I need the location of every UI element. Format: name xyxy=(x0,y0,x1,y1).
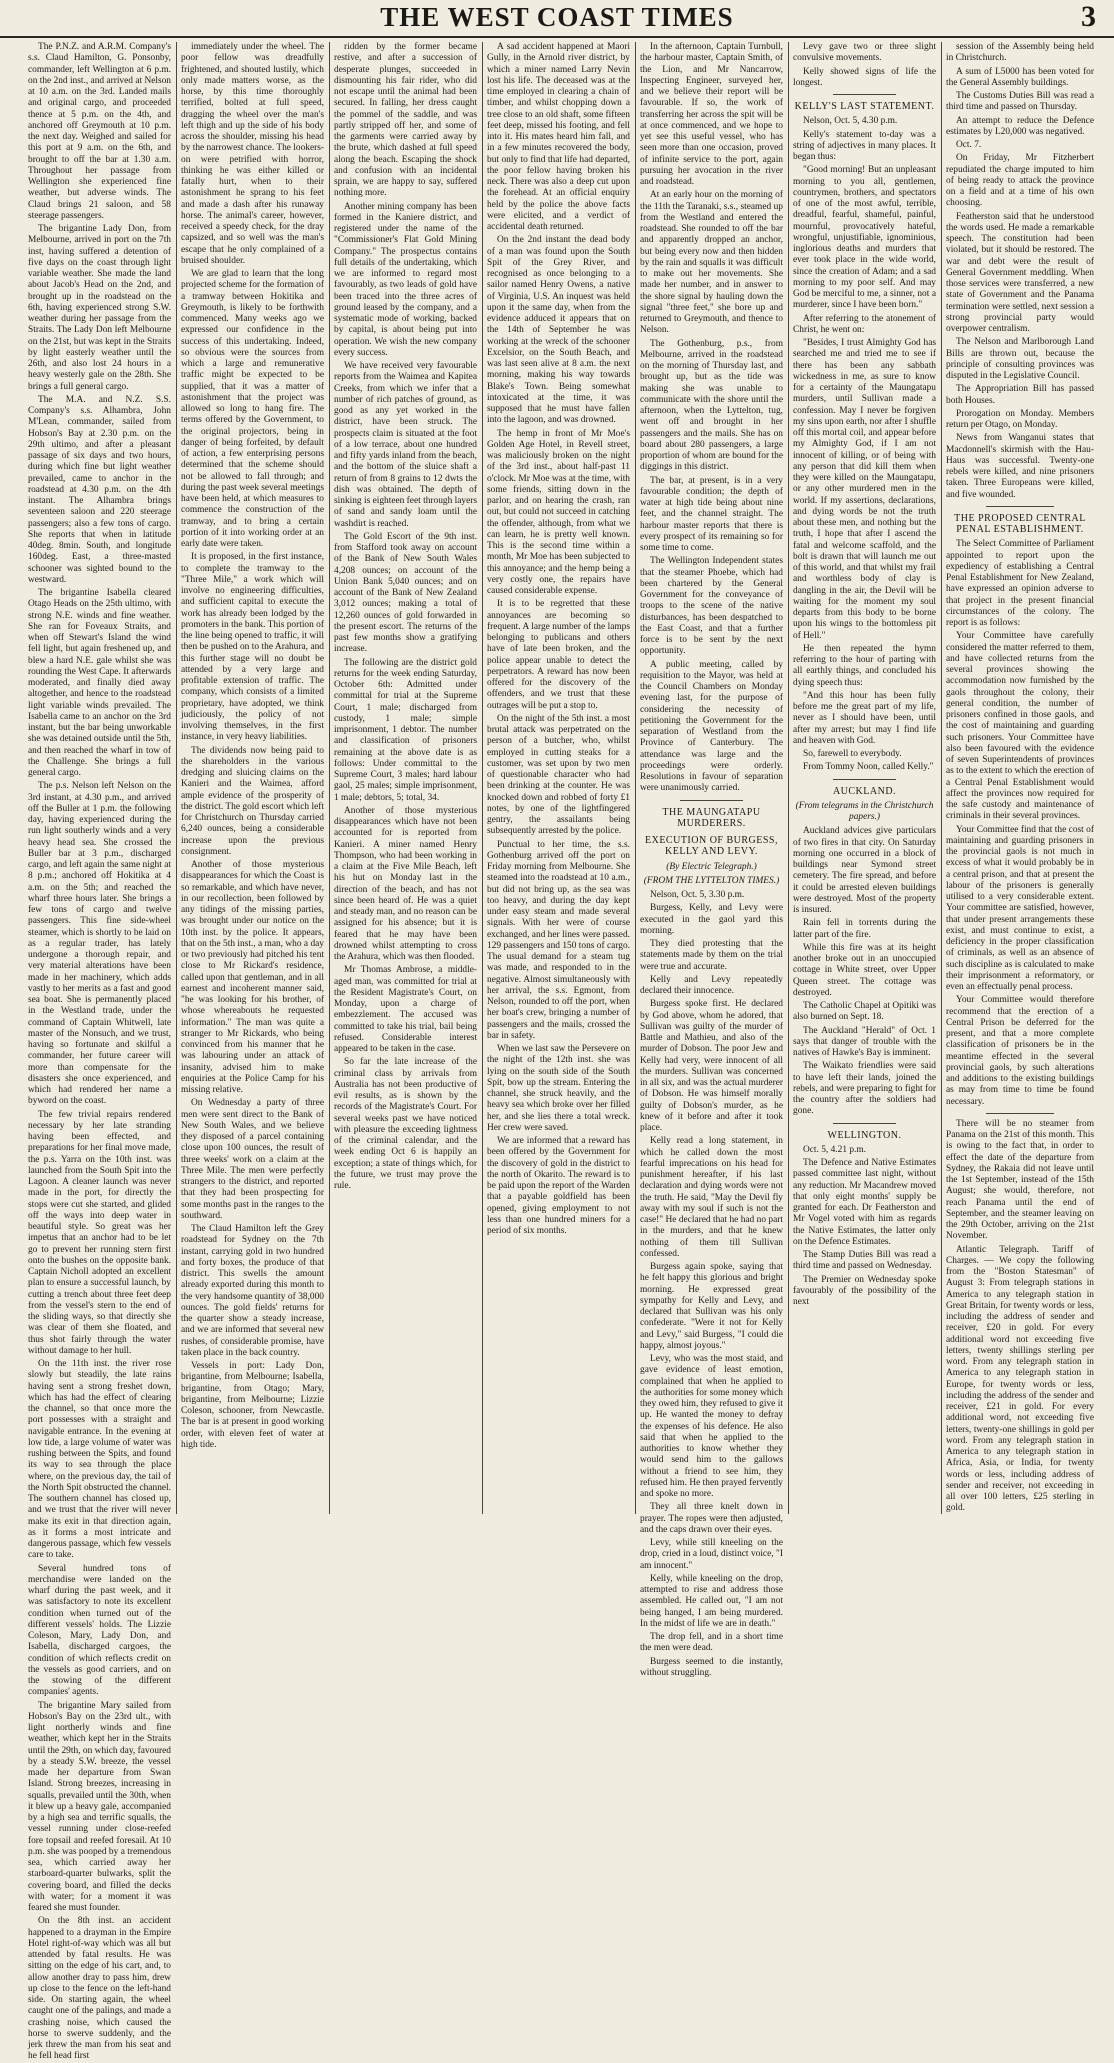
column-3 xyxy=(334,42,477,1514)
column-5 xyxy=(640,42,783,1678)
news-paragraph: Featherston said that he understood the words used. He made a remarkable speech. The constitution had been violated, but it should be restored. The war and debt were the result of General Government meddling. When those services were transferred, a new state of Government and the Panama termination were settled, next session a strong provincial party would overpower centralism. xyxy=(946,211,1094,334)
dateline: Nelson, Oct. 5, 4.30 p.m. xyxy=(803,116,898,127)
article-paragraph: The Select Committee of Parliament appointed to report upon the expediency of establishing a Central Penal Establishment for New Zealand, have expressed an opinion adverse to that project in the present financial circumstances of the colony. The report is as follows: xyxy=(946,539,1094,628)
section-byline: (By Electric Telegraph.) xyxy=(666,861,757,872)
column-rule xyxy=(482,42,483,1514)
news-paragraph: Vessels in port: Lady Don, brigantine, from Melbourne; Isabella, brigantine, from Otago; Mary, brigantine, from Melbourne; Lizzie Coleson, schooner, from Newcastle. The bar is at present in good working order, with eleven feet of water at high tide. xyxy=(181,1361,324,1450)
news-paragraph: On the night of the 5th inst. a most brutal attack was perpetrated on the person of a butcher, who, whilst employed in cutting steaks for a customer, was set upon by two men of questionable character who had been drinking at the counter. He was knocked down and robbed of forty £1 notes, by one of the lightfingered gentry, the assailants being subsequently arrested by the police. xyxy=(487,713,630,837)
section-heading: THE PROPOSED CENTRAL PENAL ESTABLISHMENT. xyxy=(954,512,1086,535)
column-4 xyxy=(487,42,630,1514)
news-paragraph: The brigantine Lady Don, from Melbourne, arrived in port on the 7th inst, having suffered a detention of five days on the coast through light variable weather. She made the land about Jacob's Head on the 2nd, and brought up in the roadstead on the 6th, having experienced strong S.W. weather during her passage from the Straits. The Lady Don left Melbourne on the 21st, but was kept in the Straits by light easterly weather until the 26th, and also lost 24 hours in a heavy westerly gale on the 28th. She brings a full general cargo. xyxy=(28,224,171,392)
news-paragraph: The brigantine Mary sailed from Hobson's Bay on the 23rd ult., with light northerly winds and fine weather, which kept her in the Straits until the 29th, on which day, favoured by a steady S.W. breeze, the vessel made her departure from Swan Island. Strong breezes, increasing in squalls, prevailed until the 30th, when it blew up a heavy gale, accompanied by a high sea and terrific squalls, the vessel running under close-reefed fore topsail and reefed foresail. At 10 p.m. she was pooped by a tremendous sea, which carried away her starboard-quarter bulwarks, split the covering board, and filled the decks with water; for a moment it was feared she must founder. xyxy=(28,1700,171,1913)
article-paragraph: "Good morning! But an unpleasant morning to you all, gentlemen, countrymen, brothers, and spectators of one of the most awful, terrible, dreadful, fearful, shameful, painful, mournful, provocatively hateful, wrongful, unjustifiable, ignominious, inglorious deaths and murders that ever took place in the wide world, since the creation of Adam; and a sad morning to my poor self. And may God be merciful to me, a sinner, not a murderer, since I have been born." xyxy=(793,165,936,311)
section-heading: THE MAUNGATAPU MURDERERS. xyxy=(662,806,761,829)
news-paragraph: A sum of L5000 has been voted for the General Assembly buildings. xyxy=(946,66,1094,88)
column-rule xyxy=(788,42,789,1514)
article-paragraph: They died protesting that the statements made by them on the trial were true and accurate. xyxy=(640,939,783,972)
column-rule xyxy=(176,42,177,1514)
article-paragraph: Burgess spoke first. He declared by God above, whom he adored, that Sullivan was guilty of the murder of Battle and Mathieu, and also of the murder of Dobson. The poor Jew and Kelly had very, were innocent of all the murders. Sullivan was concerned in all six, and was the actual murderer of Dobson. He was himself morally guilty of Dobson's murder, as he knew of it before and after it took place. xyxy=(640,999,783,1133)
section-subheading: EXECUTION OF BURGESS, KELLY AND LEVY. xyxy=(644,835,778,858)
news-paragraph: The Gothenburg, p.s., from Melbourne, arrived in the roadstead on the morning of Thursday last, and brought up, but as the tide was making she was unable to communicate with the shore until the afternoon, when the Lyttelton, tug, went off and brought in her passengers and the mails. She has on board about 280 passengers, a large proportion of whom are bound for the diggings in this district. xyxy=(640,338,783,473)
article-paragraph: Your Committee would therefore recommend that the erection of a Central Prison be deferred for the present, and that a more complete classification of prisoners be in the meantime effected in the several provincial gaols, by such alterations and additions to the existing buildings as may from time to time be found necessary. xyxy=(946,995,1094,1107)
article-paragraph: After referring to the atonement of Christ, he went on: xyxy=(793,313,936,335)
masthead xyxy=(0,0,1114,38)
news-paragraph: On the 2nd instant the dead body of a man was found upon the South Spit of the Grey River, and recognised as once belonging to a sailor named Henry Owens, a native of Virginia, U.S. An inquest was held upon it the same day, when from the evidence adduced it appears that on the 14th of September he was working at the wreck of the schooner Excelsior, on the South Beach, and was last seen alive at 8 a.m. the next morning, making his way towards Blake's Town. Being somewhat intoxicated at the time, it was supposed that he must have fallen into the lagoon, and was drowned. xyxy=(487,235,630,426)
news-paragraph: The hemp in front of Mr Moe's Golden Age Hotel, in Revell street, was maliciously broken on the night of the 3rd inst., about half-past 11 o'clock. Mr Moe was at the time, with some friends, sitting down in the parlor, and on hearing the crash, ran out, but could not succeed in catching the offender, although, from what we can learn, he is pretty well known. This is the second time within a month, Mr Moe has been subjected to this annoyance; and the hemp being a very costly one, the repairs have caused considerable expense. xyxy=(487,428,630,596)
column-7 xyxy=(946,42,1094,1514)
article-paragraph: "Besides, I trust Almighty God has searched me and tried me to see if there has been any sabbath wickedness in me, as sure to know for a certainty of the Maungatapu murders, until Sullivan made a confession. May I never be forgiven my sins upon earth, nor after I shuffle off this mortal coil, and appear before my Almighty God, if I am not innocent of killing, or of being with any person that did kill them when they were killed on the Maungatapu, or any other murdered men in the world. If my assertions, declarations, and dying words be not the truth about these men, and nothing but the truth, I hope that after I ascend the fatal and welcome scaffold, and the bolt is drawn that will launch me out of this world, and that whilst my frail and worthless body of clay is dangling in the air, the Devil will be waiting for the moment my soul departs from this body to be borne upon his wings to the bottomless pit of Hell." xyxy=(793,338,936,641)
section-heading: KELLY'S LAST STATEMENT. xyxy=(794,101,935,112)
newspaper-title: THE WEST COAST TIMES xyxy=(380,2,734,32)
article-paragraph: The Catholic Chapel at Opitiki was also burned on Sept. 18. xyxy=(793,1001,936,1023)
article-paragraph: The Defence and Native Estimates passed committee last night, without any reduction. Mr Macandrew moved that only eight months' supply be granted for each. Dr Featherston and Mr Vogel voted with him as regards the Native Estimates, the latter only on the Defence Estimates. xyxy=(793,1158,936,1247)
section-heading: WELLINGTON. xyxy=(827,1129,902,1141)
news-paragraph: Punctual to her time, the s.s. Gothenburg arrived off the port on Friday morning from Melbourne. She steamed into the roadstead at 10 a.m., but did not bring up, as the sea was too heavy, and during the day kept under easy steam and made several signals. With her were of course exchanged, and her lines were passed. 129 passengers and 150 tons of cargo. The usual demand for a steam tug was made, and responded to in the negative. Almost simultaneously with her arrival, the s.s. Egmont, from Nelson, rounded to off the port, when her boat's crew, bringing a number of passengers and the mails, crossed the bar in safety. xyxy=(487,839,630,1041)
news-paragraph: In the afternoon, Captain Turnbull, the harbour master, Captain Smith, of the Lion, and Mr Nancarrow, Inspecting Engineer, surveyed her, and we believe their report will be favourable. If so, the work of transferring her across the spit will be at once commenced, and we hope to yet see this useful vessel, who has seen more than one occasion, proved of infinite service to the port, again pursuing her avocation in the river and roadstead. xyxy=(640,42,783,187)
column-rule xyxy=(635,42,636,1514)
news-paragraph: The bar, at present, is in a very favourable condition; the depth of water at high tide being about nine feet, and the channel straight. The harbour master reports that there is every prospect of its remaining so for some time to come. xyxy=(640,475,783,553)
news-paragraph: Several hundred tons of merchandise were landed on the wharf during the past week, and it was satisfactory to note its excellent condition when turned out of the different vessels' holds. The Lizzie Coleson, Mary, Lady Don, and Isabella, discharged cargoes, the condition of which reflects credit on the vessels as good carriers, and on the stowing of the different companies' agents. xyxy=(28,1563,171,1698)
news-paragraph: At an early hour on the morning of the 11th the Taranaki, s.s., steamed up from the Westland and entered the roadstead. She rounded to off the bar and apparently dropped an anchor, but being every now and then hidden by the rain and squalls it was difficult to make out her movements. She made her number, and in answer to the shore signal by hauling down the signal "three feet," she bore up and returned to Greymouth, and thence to Nelson. xyxy=(640,190,783,336)
article-paragraph: The Stamp Duties Bill was read a third time and passed on Wednesday. xyxy=(793,1250,936,1272)
article-paragraph: Rain fell in torrents during the latter part of the fire. xyxy=(793,918,936,940)
news-paragraph: session of the Assembly being held in Christchurch. xyxy=(946,42,1094,64)
section-divider xyxy=(986,506,1054,507)
page-number: 3 xyxy=(1081,0,1096,33)
article-paragraph: Auckland advices give particulars of two fires in that city. On Saturday morning one occurred in a block of buildings near Symond street cemetery. The fire spread, and before it could be arrested eleven buildings were destroyed. Most of the property is insured. xyxy=(793,826,936,915)
news-paragraph: When we last saw the Persevere on the night of the 12th inst. she was lying on the south side of the South Spit, bow up the stream. Entering the channel, she struck heavily, and the heavy sea which broke over her filled her, and she lies there a total wreck. Her crew were saved. xyxy=(487,1044,630,1133)
article-paragraph: Burgess, Kelly, and Levy were executed in the gaol yard this morning. xyxy=(640,903,783,936)
news-paragraph: The Customs Duties Bill was read a third time and passed on Thursday. xyxy=(946,91,1094,113)
article-paragraph: The Waikato friendlies were said to have left their lands, joined the rebels, and were preparing to fight for the country after the soldiers had gone. xyxy=(793,1061,936,1117)
section-source: (FROM THE LYTTELTON TIMES.) xyxy=(643,875,780,886)
news-paragraph: We are informed that a reward has been offered by the Government for the discovery of gold in the district to the north of Okarito. The reward is to be paid upon the report of the Warden that a payable goldfield has been opened, giving employment to not less than one hundred miners for a period of six months. xyxy=(487,1136,630,1236)
news-paragraph: The Claud Hamilton left the Grey roadstead for Sydney on the 7th instant, carrying gold in two hundred and forty boxes, the produce of that district. This swells the amount already exported during this month to the very handsome quantity of 38,000 ounces. The gold fields' returns for the quarter show a steady increase, and we are informed that several new rushes, of considerable promise, have taken place in the back country. xyxy=(181,1224,324,1358)
news-paragraph: The Appropriation Bill has passed both Houses. xyxy=(946,384,1094,406)
columns xyxy=(28,42,1098,2062)
column-rule xyxy=(941,42,942,1514)
news-paragraph: So far the late increase of the criminal class by arrivals from Australia has not been productive of evil results, as is shown by the records of the Magistrate's Court. For several weeks past we have noticed with pleasure the exceeding lightness of the criminal calendar, and the week ending Oct 6 is happily an exception; a state of things which, for the future, we trust may prove the rule. xyxy=(334,1057,477,1191)
article-paragraph: "And this hour has been fully before me the great part of my life, never as I should have been, until after my arrest; but may I find life and heaven with God. xyxy=(793,690,936,746)
news-paragraph: The Wellington Independent states that the steamer Phoebe, which had been chartered by the General Government for the conveyance of troops to the scene of the native disturbances, has been despatched to the East Coast, and that a further force is to be sent by the next opportunity. xyxy=(640,556,783,657)
article-paragraph: From Tommy Noon, called Kelly." xyxy=(803,762,934,773)
notice-paragraph: There will be no steamer from Panama on the 21st of this month. This is owing to the fact that, in order to effect the date of the departure from Sydney, the Rakaia did not leave until the 1st September, instead of the 15th August; she would, therefore, not reach Panama until the end of September, and the steamer leaving on the 29th October, arriving on the 21st November. xyxy=(946,1118,1094,1242)
section-divider xyxy=(833,94,896,95)
section-divider xyxy=(986,1113,1054,1114)
news-paragraph: Another of those mysterious disappearances which have not been accounted for is reported from Kanieri. A miner named Henry Thompson, who had been working in a claim at the Five Mile Beach, left his hut on Monday last in the direction of the beach, and has not since been heard of. He was a quiet and steady man, and no reason can be assigned for his absence; but it is feared that he may have been drowned whilst attempting to cross the Arahura, which was then flooded. xyxy=(334,805,477,962)
news-paragraph: On the 11th inst. the river rose slowly but steadily, the late rains having sent a strong freshet down, which has had the effect of clearing the channel, so that once more the port possesses with a straight and navigable entrance. In the evening at low tide, a large volume of water was rushing between the Spits, and found its way to sea through the place where, on the previous day, the tail of the North Spit obstructed the channel. The southern channel has closed up, and we trust that the river will never make its exit in that direction again, as it forms a most intricate and dangerous passage, which few vessels care to take. xyxy=(28,1359,171,1561)
news-paragraph: Levy gave two or three slight convulsive movements. xyxy=(793,42,936,64)
article-paragraph: While this fire was at its height another broke out in an unoccupied cottage in White street, over Upper Queen street. The cottage was destroyed. xyxy=(793,942,936,998)
article-paragraph: Levy, who was the most staid, and gave evidence of least emotion, complained that when he applied to the authorities for some money which they owed him, they refused to give it up. He wanted the money to defray the expenses of his defence. He also said that when he applied to the authorities to know whether they would send him to the gallows without a friend to see him, they refused him. He then prayed fervently and spoke no more. xyxy=(640,1354,783,1499)
column-1 xyxy=(28,42,171,2062)
article-paragraph: Kelly's statement to-day was a string of adjectives in many places. It began thus: xyxy=(793,129,936,162)
column-2 xyxy=(181,42,324,1514)
news-paragraph: The Nelson and Marlborough Land Bills are thrown out, because the principle of consulting provinces was disputed in the Legislative Council. xyxy=(946,337,1094,381)
news-paragraph: The p.s. Nelson left Nelson on the 3rd instant, at 4.30 p.m., and arrived off the Buller at 1 p.m. the following day, having experienced during the run light southerly winds and a very heavy head sea. She crossed the Buller bar at 3 p.m., discharged cargo, and left again the same night at 8 p.m.; anchored off Hokitika at 4 a.m. on the 5th; and reached the wharf three hours later. She brings a few tons of cargo and twelve passengers. This fine side-wheel steamer, which is shortly to be laid on as a regular trader, has lately undergone a thorough repair, and very material alterations have been made in her machinery, which adds vastly to her merits as a fast and good sea boat. She is permanently placed in the Westland trade, under the command of Captain Whitwell, late master of the Nonsuch, and we trust, having so fortunate and skilful a commander, her future career will more than compensate for the disasters she once experienced, and which had rendered her name a byword on the coast. xyxy=(28,781,171,1107)
news-paragraph: Another mining company has been formed in the Kaniere district, and registered under the name of the "Commissioner's Flat Gold Mining Company." The prospectus contains full details of the undertaking, which we are informed to regard most favourably, as two leads of gold have been traced into the three acres of ground leased by the company, and a systematic mode of working, backed by capital, is about being put into operation. We wish the new company every success. xyxy=(334,201,477,358)
dateline: Nelson, Oct. 5, 3.30 p.m. xyxy=(650,890,745,900)
article-paragraph: Your Committee find that the cost of maintaining and guarding prisoners in the provincial gaols is not much in excess of what it would probably be in a central prison, and that at present the labour of the prisoners is generally utilised to a very considerable extent. Your committee are satisfied, however, that under present arrangements these exist, and must continue to exist, a deficiency in the proper classification of criminals, as well as an absence of such discipline as is calculated to make their imprisonment a reformatory, or even an effectually penal process. xyxy=(946,824,1094,992)
news-paragraph: Mr Thomas Ambrose, a middle-aged man, was committed for trial at the Resident Magistrate's Court, on Monday, upon a charge of embezzlement. The accused was committed to take his trial, bail being refused. Considerable interest appeared to be taken in the case. xyxy=(334,965,477,1054)
news-paragraph: The Gold Escort of the 9th inst. from Stafford took away on account of the Bank of New South Wales 4,208 ounces; on account of the Union Bank 5,040 ounces; and on account of the Bank of New Zealand 3,012 ounces; making a total of 12,260 ounces of gold forwarded in the present escort. The returns of the past few months show a gratifying increase. xyxy=(334,531,477,655)
news-paragraph: The brigantine Isabella cleared Otago Heads on the 25th ultimo, with strong N.E. winds and fine weather. She ran for Foveaux Straits, and when off Stewart's Island the wind fell light, but again freshened up, and blew a hard N.E. gale whilst she was rounding the West Cape. It afterwards moderated, and finally died away altogether, and hence to the roadstead light variable winds prevailed. The Isabella came to an anchor on the 3rd instant, but the bar being unworkable she was detained outside until the 5th, and then reached the wharf in tow of the Challenge. She brings a full general cargo. xyxy=(28,588,171,778)
article-paragraph: The Premier on Wednesday spoke favourably of the possibility of the next xyxy=(793,1274,936,1307)
section-divider xyxy=(833,1123,896,1124)
news-paragraph: We are glad to learn that the long projected scheme for the formation of a tramway between Hokitika and Greymouth, is likely to be forthwith commenced. Many weeks ago we expressed our confidence in the success of this undertaking. Indeed, so obvious were the sources from which a large and remunerative traffic might be expected to be supplied, that it was a matter of astonishment that the project was allowed so long to hang fire. The terms offered by the Government, to the original projectors, being in danger of being forfeited, by default of action, a few enterprising persons determined that the scheme should not be allowed to fall through; and during the past week several meetings have been held, at which measures to commence the construction of the tramway, and to bring a certain portion of it into working order at an early date were taken. xyxy=(181,269,324,549)
news-paragraph: News from Wanganui states that Macdonnell's skirmish with the Hau-Haus was successful. Twenty-one rebels were killed, and nine prisoners taken. Three Europeans were killed, and five wounded. xyxy=(946,433,1094,500)
article-paragraph: Kelly read a long statement, in which he called down the most fearful imprecations on his head for punishment hereafter, if his last declaration and dying words were not the truth. He said, "May the Devil fly away with my soul if such is not the case!" He declared that he had no part in the murders, and that he knew nothing of them till Sullivan confessed. xyxy=(640,1136,783,1259)
news-paragraph: The dividends now being paid to the shareholders in the various dredging and sluicing claims on the Kanieri and the Waimea, afford ample evidence of the prosperity of the district. The gold escort which left for Christchurch on Thursday carried 6,240 ounces, being a considerable increase upon the previous consignment. xyxy=(181,745,324,857)
notice-paragraph: Atlantic Telegraph. Tariff of Charges. — We copy the following from the "Boston Statesman" of August 3: From telegraph stations in America to any telegraph station in Great Britain, for twenty words or less, including the address of sender and receiver, £20 in gold. For every additional word not exceeding five letters, twenty shillings sterling per word. From any telegraph station in America to any telegraph station in Europe, for twenty words or less, including the address of the sender and receiver, £21 in gold. For every additional word, not exceeding five letters, twenty-one shillings in gold per word. From any telegraph station in America to any telegraph station in Africa, Asia, or India, for twenty words or less, including address of sender and receiver, not exceeding in all over 100 letters, £25 sterling in gold. xyxy=(946,1244,1094,1514)
news-paragraph: The few trivial repairs rendered necessary by her late stranding having been effected, and preparations for her final move made, the p.s. Yarra on the 10th inst. was launched from the South Spit into the Lagoon. A cleaner launch was never made in the port, for directly the stops were cut she started, and glided off the ways into deep water in beautiful style. So great was her impetus that an anchor had to be let go to prevent her running stern first onto the bushes on the opposite bank. Captain Nicholl adopted an excellent plan to ensure a successful launch, by cutting a trench about three feet deep from the vessel's stern to the end of the sliding ways, so that directly she was clear of them she floated, and thus shot fairly through the water without damage to her hull. xyxy=(28,1109,171,1356)
article-paragraph: They all three knelt down in prayer. The ropes were then adjusted, and the caps drawn over their eyes. xyxy=(640,1502,783,1535)
news-paragraph: immediately under the wheel. The poor fellow was dreadfully frightened, and shouted lustily, which only made matters worse, as the horse, by this time thoroughly terrified, bolted at full speed, dragging the wheel over the man's left thigh and up the side of his body across the shoulder, missing his head by the narrowest chance. The lookers-on were petrified with horror, thinking he was either killed or fatally hurt, when to their astonishment he sprang to his feet and made a dash after his runaway horse. The animal's career, however, received a speedy check, for the dray capsized, and so well was the man's escape that he only complained of a bruised shoulder. xyxy=(181,42,325,266)
column-6 xyxy=(793,42,936,1514)
news-paragraph: A sad accident happened at Maori Gully, in the Arnold river district, by which a miner named Larry Nevin lost his life. The deceased was at the time employed in clearing a chain of timber, and whilst chopping down a tree close to an old shaft, some fifteen feet deep, missed his footing, and fell into it. His mates heard him fall, and in a few minutes recovered the body, but only to find that life had departed, the poor fellow having broken his neck. There was also a deep cut upon the forehead. At an official enquiry held by the police the above facts were elicited, and a verdict of accidental death returned. xyxy=(487,42,630,232)
news-paragraph: The M.A. and N.Z. S.S. Company's s.s. Alhambra, John M'Lean, commander, sailed from Hobson's Bay at 2.30 p.m. on the 29th ultimo, and after a pleasant passage of six days and two hours, during which fine but light weather prevailed, came to anchor in the roadstead at 4.30 p.m. on the 4th instant. The Alhambra brings seventeen saloon and 220 steerage passengers; also a few tons of cargo. She reports that when in latitude 40deg. 8min. South, and longitude 160deg. East, a three-masted schooner was sighted bound to the westward. xyxy=(28,394,171,585)
section-divider xyxy=(833,779,896,780)
article-paragraph: So, farewell to everybody. xyxy=(803,749,902,759)
news-paragraph: A public meeting, called by requisition to the Mayor, was held at the Council Chambers on Monday evening last, for the purpose of considering the necessity of petitioning the Government for the separation of Westland from the Province of Canterbury. The attendance was large and the proceedings were orderly. Resolutions in favour of separation were unanimously carried. xyxy=(640,659,783,794)
dateline: Oct. 5, 4.21 p.m. xyxy=(803,1144,867,1155)
news-paragraph: On Wednesday a party of three men were sent direct to the Bank of New South Wales, and we believe they disposed of a parcel containing close upon 100 ounces, the result of three weeks' work on a claim at the Three Mile. The men were perfectly strangers to the district, and reported that they had been prospecting for some months past in the ranges to the southward. xyxy=(181,1098,324,1221)
news-paragraph: ridden by the former became restive, and after a succession of desperate plunges, succeeded in dismounting his fair rider, who did not escape until the animal had been secured. In falling, her dress caught the pommel of the saddle, and was partly stripped off her, and some of the garments were carried away by the brute, which dashed at full speed along the beach. Escaping the shock and confusion with an incidental sprain, we are happy to say, suffered nothing more. xyxy=(334,42,477,199)
news-paragraph: The following are the district gold returns for the week ending Saturday, October 6th: Admitted under committal for trial at the Supreme Court, 1 male; discharged from custody, 1 male; simple imprisonment, 1 debtor. The number and classification of prisoners remaining at the above date is as follows: Under committal to the Supreme Court, 3 males; hard labour gaol, 25 males; simple imprisonment, 1 male; debtors, 5; total, 34. xyxy=(334,657,477,803)
article-paragraph: Levy, while still kneeling on the drop, cried in a loud, distinct voice, "I am innocent." xyxy=(640,1538,783,1571)
news-paragraph: It is to be regretted that these annoyances are becoming so frequent. A large number of the lamps belonging to publicans and others have of late been broken, and the police appear unable to detect the perpetrators. A reward has now been offered for the discovery of the offenders, and we trust that these outrages will be put a stop to. xyxy=(487,599,630,711)
news-paragraph: Prorogation on Monday. Members return per Otago, on Monday. xyxy=(946,408,1094,430)
article-paragraph: Burgess again spoke, saying that he felt happy this glorious and bright morning. He expressed great sympathy for Kelly and Levy, and declared that Sullivan was his only confederate. "Were it not for Kelly and Levy," said Burgess, "I could die happy, almost joyous." xyxy=(640,1262,783,1351)
news-paragraph: It is proposed, in the first instance, to complete the tramway to the "Three Mile," a work which will involve no engineering difficulties, and sufficient capital to execute the work has already been lodged by the promoters in the bank. This portion of the line being opened to traffic, it will then be pushed on to the Arahura, and this further stage will no doubt be attended by a very large and profitable extension of traffic. The company, which consists of a limited proprietary, have adopted, we think judiciously, the policy of not involving themselves, in the first instance, in very heavy liabilities. xyxy=(181,552,324,743)
article-paragraph: Kelly, while kneeling on the drop, attempted to rise and address those assembled. He called out, "I am not being hanged, I am being murdered. In the midst of life we are in death." xyxy=(640,1573,783,1629)
section-heading: AUCKLAND. xyxy=(832,785,897,797)
section-divider xyxy=(680,800,743,801)
column-rule xyxy=(329,42,330,1514)
news-paragraph: We have received very favourable reports from the Waimea and Kapitea Creeks, from which we infer that a number of rich patches of ground, as good as any yet worked in the district, have been struck. The prospects claim is situated at the foot of a low terrace, about one hundred and fifty yards inland from the beach, and the bottom of the sluice shaft a return of from 8 grains to 12 dwts the dish was obtained. The depth of sinking is eighteen feet through layers of sand and sandy loam until the washdirt is reached. xyxy=(334,361,477,529)
article-paragraph: The drop fell, and in a short time the men were dead. xyxy=(640,1632,783,1654)
section-byline: (From telegrams in the Christchurch papers.) xyxy=(795,800,934,822)
news-paragraph: Another of those mysterious disappearances for which the Coast is so remarkable, and which have never, in our recollection, been followed by any tidings of the missing parties, was brought under our notice on the 10th inst. by the police. It appears, that on the 5th inst., a man, who a day or two previously had pitched his tent close to Mr Rickard's residence, called upon that gentleman, and in all earnest and incoherent manner said, "he was looking for his brother, of whose whereabouts he requested information." The man was quite a stranger to Mr Rickards, who being convinced from his manner that he was labouring under an attack of insanity, advised him to make enquiries at the Police Camp for his missing relative. xyxy=(181,860,324,1095)
article-paragraph: He then repeated the hymn referring to the hour of parting with all earthly things, and concluded his dying speech thus: xyxy=(793,643,936,688)
news-paragraph: The P.N.Z. and A.R.M. Company's s.s. Claud Hamilton, G. Ponsonby, commander, left Wellington at 6 p.m. on the 2nd inst., and arrived at Nelson at 10 a.m. on the 3rd. Landed mails and original cargo, and proceeded thence at 5 p.m. on the 4th, and anchored off Greymouth at 10 p.m. the next day. Weighed and sailed for this port at 9 a.m. on the 6th, and brought to off the bar at 1.30 a.m. Throughout her passage from Wellington she experienced fine weather, but adverse winds. The Claud brings 21 saloon, and 58 steerage passengers. xyxy=(28,42,171,221)
article-paragraph: Burgess seemed to die instantly, without struggling. xyxy=(640,1656,783,1678)
article-paragraph: Your Committee have carefully considered the matter referred to them, and have collected returns from the several provinces showing the accommodation now furnished by the gaols throughout the colony, their general condition, the number of prisoners confined in those gaols, and the cost of maintaining and guarding such prisoners. Your Committee have also been favoured with the evidence of seven Superintendents of provinces as to the extent to which the erection of a Central Penal Establishment would affect the provinces now required for the safe custody and maintenance of criminals in their several provinces. xyxy=(946,631,1094,822)
article-paragraph: Kelly and Levy repeatedly declared their innocence. xyxy=(640,974,783,996)
news-paragraph: Kelly showed signs of life the longest. xyxy=(793,66,936,88)
article-paragraph: The Auckland "Herald" of Oct. 1 says that danger of trouble with the natives of Hawke's Bay is imminent. xyxy=(793,1025,936,1058)
news-paragraph: Oct. 7. xyxy=(956,140,982,150)
news-paragraph: On the 8th inst. an accident happened to a drayman in the Empire Hotel right-of-way which was all but attended by fatal results. He was sitting on the edge of his cart, and, to allow another dray to pass him, drew up close to the fence on the left-hand side. On starting again, the wheel caught one of the palings, and made a crashing noise, which caused the horse to swerve suddenly, and the jerk threw the man from his seat and he fell head first xyxy=(28,1916,171,2062)
news-paragraph: An attempt to reduce the Defence estimates by L20,000 was negatived. xyxy=(946,115,1094,137)
news-paragraph: On Friday, Mr Fitzherbert repudiated the charge imputed to him of being ready to attack the province on a field and at a time of his own choosing. xyxy=(946,153,1094,209)
